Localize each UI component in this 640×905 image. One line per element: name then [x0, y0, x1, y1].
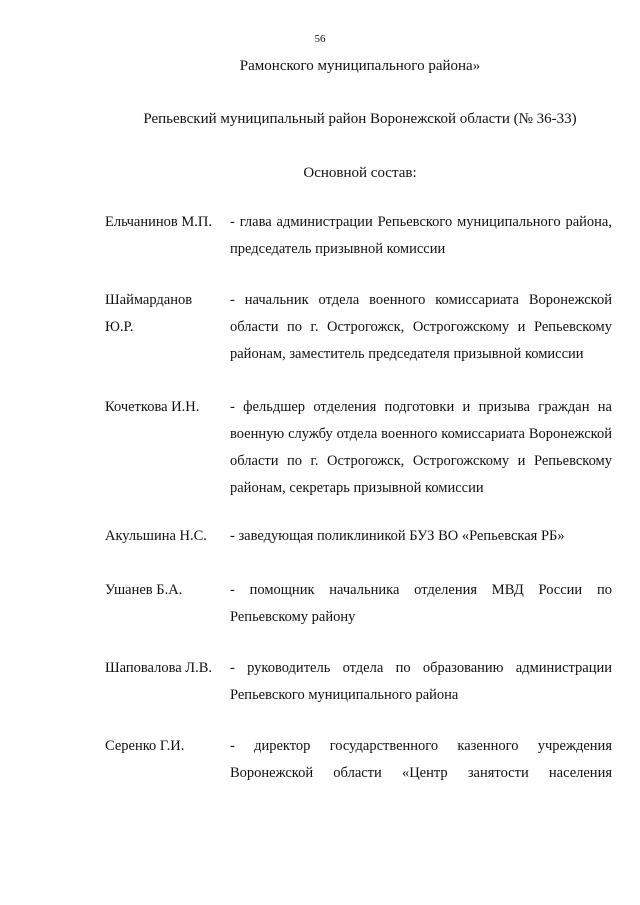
- member-name: Ушанев Б.А.: [105, 582, 183, 598]
- member-name: Серенко Г.И.: [105, 738, 185, 754]
- member-role: - заведующая поликлиникой БУЗ ВО «Репьевская РБ»: [230, 528, 565, 544]
- member-role: - фельдшер отделения подготовки и призыва граждан на военную службу отдела военного комиссариата Воронежской области по г. Острогожск, Острогожскому и Репьевскому районам, секретарь призывной комиссии: [230, 399, 612, 496]
- continuation-line: Рамонского муниципального района»: [239, 58, 481, 74]
- member-name: Акульшина Н.С.: [105, 528, 207, 544]
- member-role: - руководитель отдела по образованию администрации Репьевского муниципального района: [230, 660, 612, 703]
- district-heading: Репьевский муниципальный район Воронежской области (№ 36-33): [143, 111, 577, 127]
- member-name: Ельчанинов М.П.: [105, 214, 212, 230]
- member-name: Шаповалова Л.В.: [105, 660, 213, 676]
- member-role: - директор государственного казенного учреждения Воронежской области «Центр занятости населения: [230, 738, 612, 781]
- member-name: Кочеткова И.Н.: [105, 399, 200, 415]
- member-role: - начальник отдела военного комиссариата Воронежской области по г. Острогожск, Острогожскому и Репьевскому районам, заместитель председателя призывной комиссии: [230, 292, 612, 362]
- composition-heading: Основной состав:: [303, 165, 417, 181]
- member-name: Шаймарданов Ю.Р.: [105, 292, 193, 335]
- member-role: - глава администрации Репьевского муниципального района, председатель призывной комиссии: [230, 214, 612, 257]
- page-number: 56: [314, 33, 326, 45]
- member-role: - помощник начальника отделения МВД России по Репьевскому району: [230, 582, 612, 625]
